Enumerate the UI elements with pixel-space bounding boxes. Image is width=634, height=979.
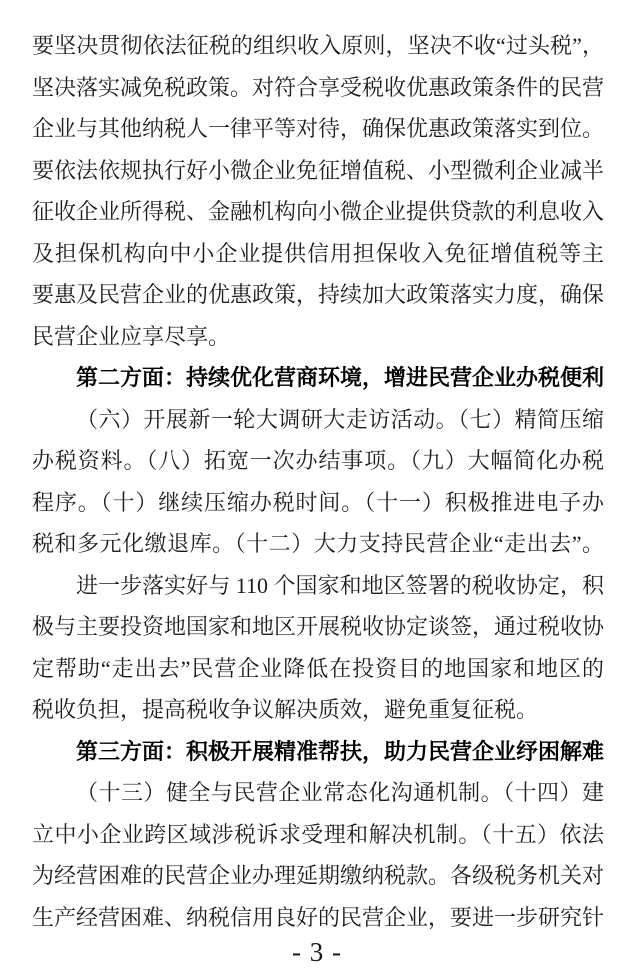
section-heading: 第三方面：积极开展精准帮扶，助力民营企业纾困解难: [76, 738, 604, 764]
text-line: 民营企业应享尽享。: [32, 323, 231, 349]
text-line: 征收企业所得税、金融机构向小微企业提供贷款的利息收入: [32, 199, 604, 224]
text-line: 生产经营困难、纳税信用良好的民营企业，要进一步研究针: [32, 904, 604, 930]
text-line: 进一步落实好与 110 个国家和地区签署的税收协定，积: [76, 572, 604, 598]
text-line: 税收负担，提高税收争议解决质效，避免重复征税。: [32, 697, 539, 722]
text-line: 立中小企业跨区域涉税诉求受理和解决机制。（十五）依法: [32, 821, 604, 847]
text-line: 税和多元化缴退库。（十二）大力支持民营企业“走出去”。: [32, 531, 604, 556]
text-line: 定帮助“走出去”民营企业降低在投资目的地国家和地区的: [32, 655, 604, 681]
text-line: 为经营困难的民营企业办理延期缴纳税款。各级税务机关对: [32, 863, 604, 888]
text-line: （六）开展新一轮大调研大走访活动。（七）精简压缩: [76, 406, 604, 432]
text-line: 及担保机构向中小企业提供信用担保收入免征增值税等主: [32, 240, 604, 266]
text-line: 要依法依规执行好小微企业免征增值税、小型微利企业减半: [32, 157, 604, 183]
page-number: - 3 -: [292, 937, 342, 967]
section-heading: 第二方面：持续优化营商环境，增进民营企业办税便利: [76, 365, 604, 390]
text-line: 要坚决贯彻依法征税的组织收入原则，坚决不收“过头税”，: [32, 33, 604, 58]
text-line: 办税资料。（八）拓宽一次办结事项。（九）大幅简化办税: [32, 448, 604, 473]
text-line: 要惠及民营企业的优惠政策，持续加大政策落实力度，确保: [32, 282, 604, 307]
text-block: [32, 25, 604, 938]
text-line: 极与主要投资地国家和地区开展税收协定谈签，通过税收协: [32, 614, 604, 639]
text-line: 企业与其他纳税人一律平等对待，确保优惠政策落实到位。: [32, 116, 604, 141]
text-line: 程序。（十）继续压缩办税时间。（十一）积极推进电子办: [32, 489, 604, 515]
text-line: 坚决落实减免税政策。对符合享受税收优惠政策条件的民营: [32, 74, 604, 100]
text-line: （十三）健全与民营企业常态化沟通机制。（十四）建: [76, 780, 604, 805]
